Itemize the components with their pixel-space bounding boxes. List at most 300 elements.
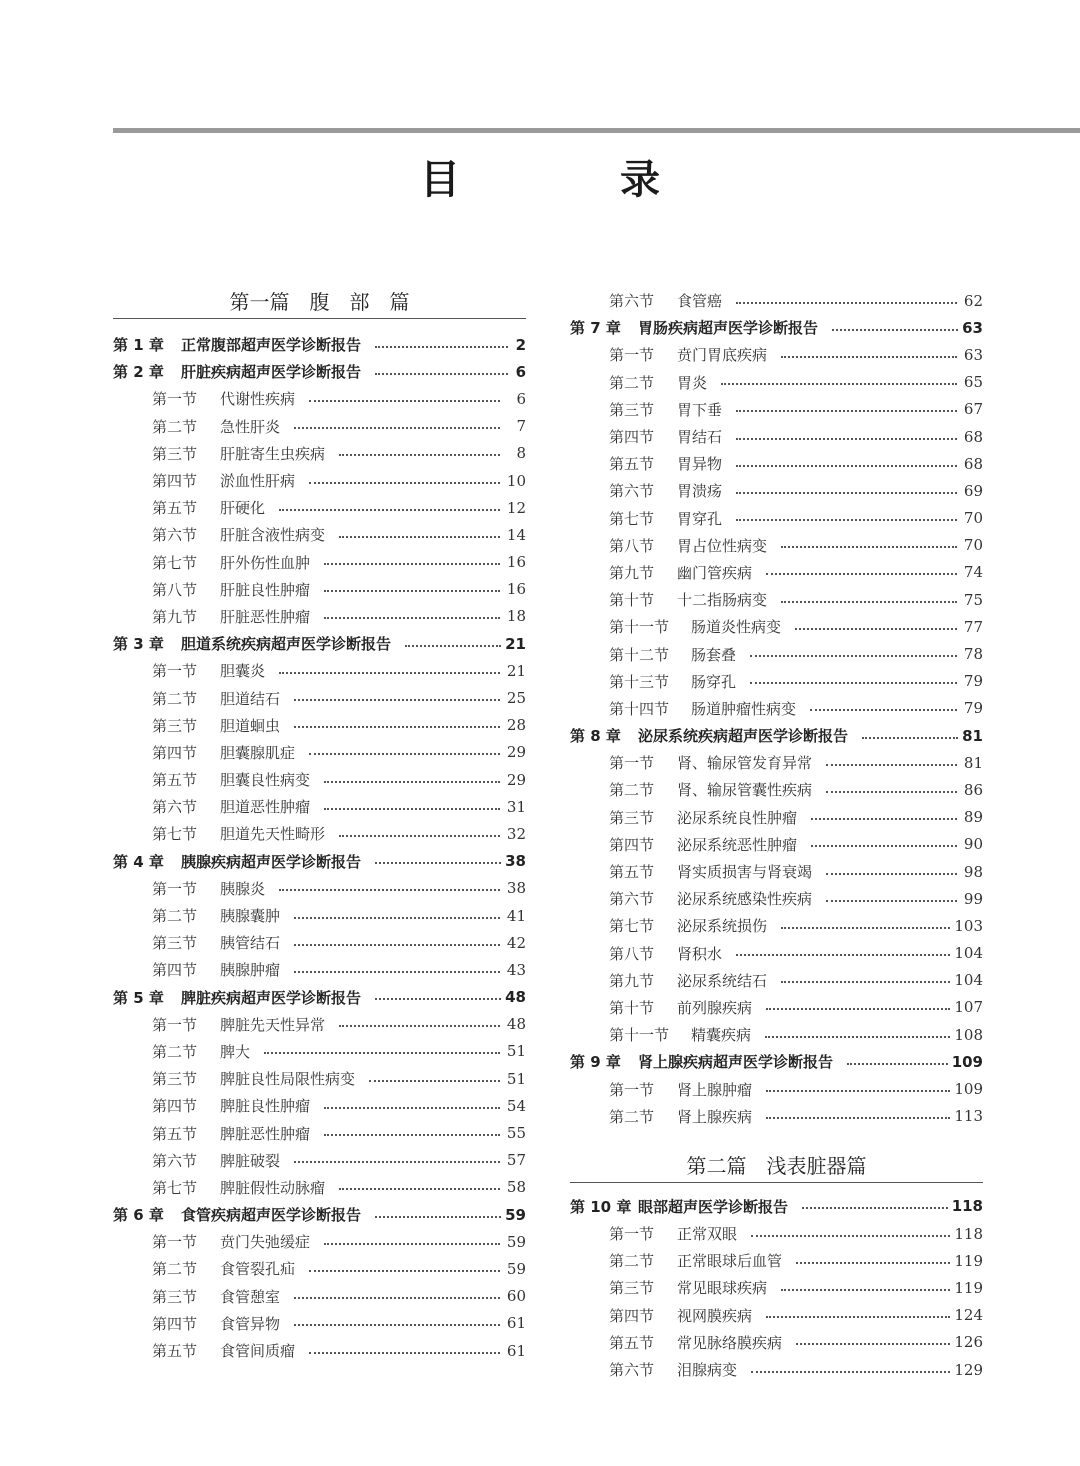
entry-number: 第四节 [152, 472, 198, 491]
entry-number: 第三节 [152, 934, 198, 953]
page-title: 目 录 [420, 157, 720, 203]
toc-section-entry[interactable] [113, 1147, 526, 1174]
entry-title: 肝脏良性肿瘤 [220, 580, 311, 599]
toc-chapter-entry[interactable] [113, 358, 526, 385]
toc-chapter-entry[interactable] [113, 331, 526, 358]
dot-leader [294, 944, 500, 946]
entry-number: 第二节 [152, 1260, 198, 1279]
entry-title: 肠道肿瘤性病变 [691, 699, 797, 718]
dot-leader [766, 1090, 950, 1092]
toc-section-entry[interactable] [570, 1329, 983, 1356]
entry-page: 25 [506, 689, 526, 708]
dot-leader [309, 400, 500, 402]
toc-section-entry[interactable] [113, 385, 526, 412]
entry-title: 肝脏疾病超声医学诊断报告 [181, 363, 362, 382]
entry-title: 肝硬化 [220, 499, 266, 518]
entry-number: 第 6 章 [113, 1206, 164, 1225]
entry-page: 42 [506, 933, 526, 952]
toc-section-entry[interactable] [113, 956, 526, 983]
entry-number: 第 7 章 [570, 319, 621, 338]
toc-section-entry[interactable] [570, 885, 983, 912]
entry-page: 6 [515, 362, 526, 381]
toc-section-entry[interactable] [113, 657, 526, 684]
dot-leader [781, 1289, 950, 1291]
dot-leader [375, 862, 501, 864]
entry-page: 129 [954, 1360, 983, 1379]
entry-number: 第五节 [152, 1124, 198, 1143]
toc-section-entry[interactable] [113, 1038, 526, 1065]
entry-page: 31 [506, 797, 526, 816]
toc-section-entry[interactable] [113, 684, 526, 711]
entry-number: 第十节 [609, 998, 655, 1017]
entry-title: 肝脏含液性病变 [220, 526, 326, 545]
entry-number: 第七节 [609, 917, 655, 936]
dot-leader [339, 454, 500, 456]
toc-section-entry[interactable] [113, 521, 526, 548]
dot-leader [736, 954, 950, 956]
entry-title: 食管癌 [677, 292, 723, 311]
dot-leader [826, 873, 957, 875]
entry-title: 精囊疾病 [691, 1026, 752, 1045]
dot-leader [264, 1052, 500, 1054]
entry-number: 第 1 章 [113, 336, 164, 355]
entry-page: 77 [963, 617, 983, 636]
entry-page: 60 [506, 1287, 526, 1306]
dot-leader [339, 1188, 500, 1190]
toc-section-entry[interactable] [570, 967, 983, 994]
entry-title: 胆道蛔虫 [220, 716, 281, 735]
dot-leader [279, 509, 500, 511]
dot-leader [375, 998, 501, 1000]
dot-leader [324, 563, 500, 565]
toc-section-entry[interactable] [570, 912, 983, 939]
entry-title: 急性肝炎 [220, 417, 281, 436]
entry-title: 泌尿系统良性肿瘤 [677, 808, 798, 827]
entry-title: 脾脏假性动脉瘤 [220, 1178, 326, 1197]
entry-number: 第七节 [152, 1178, 198, 1197]
entry-number: 第 3 章 [113, 635, 164, 654]
entry-number: 第十四节 [609, 699, 670, 718]
entry-page: 8 [516, 444, 526, 463]
entry-title: 正常双眼 [677, 1225, 738, 1244]
entry-title: 泌尿系统感染性疾病 [677, 890, 813, 909]
entry-page: 69 [963, 481, 983, 500]
entry-title: 肠套叠 [691, 645, 737, 664]
entry-number: 第五节 [152, 499, 198, 518]
toc-section-entry[interactable] [570, 994, 983, 1021]
toc-section-entry[interactable] [113, 1310, 526, 1337]
toc-section-entry[interactable] [113, 712, 526, 739]
entry-number: 第三节 [152, 716, 198, 735]
entry-page: 124 [954, 1306, 983, 1325]
entry-number: 第四节 [152, 743, 198, 762]
entry-number: 第十三节 [609, 672, 670, 691]
entry-title: 泌尿系统疾病超声医学诊断报告 [638, 727, 849, 746]
dot-leader [811, 845, 957, 847]
entry-title: 肾积水 [677, 944, 723, 963]
toc-section-entry[interactable] [113, 1119, 526, 1146]
dot-leader [375, 373, 508, 375]
toc-section-entry[interactable] [113, 902, 526, 929]
dot-leader [736, 492, 957, 494]
entry-page: 63 [962, 318, 983, 337]
toc-section-entry[interactable] [113, 494, 526, 521]
entry-number: 第二节 [609, 373, 655, 392]
entry-number: 第三节 [609, 1279, 655, 1298]
entry-number: 第八节 [152, 580, 198, 599]
dot-leader [826, 791, 957, 793]
entry-title: 胃溃疡 [677, 482, 723, 501]
dot-leader [781, 601, 957, 603]
toc-section-entry[interactable] [570, 695, 983, 722]
entry-number: 第 8 章 [570, 727, 621, 746]
toc-chapter-entry[interactable] [113, 848, 526, 875]
dot-leader [751, 1235, 950, 1237]
toc-chapter-entry[interactable] [570, 314, 983, 341]
entry-number: 第十节 [609, 591, 655, 610]
entry-page: 59 [506, 1259, 526, 1278]
dot-leader [862, 737, 958, 739]
toc-section-entry[interactable] [570, 831, 983, 858]
toc-section-entry[interactable] [570, 450, 983, 477]
entry-title: 脾脏良性肿瘤 [220, 1097, 311, 1116]
dot-leader [309, 482, 500, 484]
toc-section-entry[interactable] [570, 505, 983, 532]
toc-section-entry[interactable] [570, 341, 983, 368]
toc-section-entry[interactable] [570, 1021, 983, 1048]
entry-title: 食管憩室 [220, 1287, 281, 1306]
toc-section-entry[interactable] [570, 1103, 983, 1130]
dot-leader [294, 699, 500, 701]
entry-number: 第八节 [609, 536, 655, 555]
entry-page: 21 [505, 634, 526, 653]
entry-page: 104 [954, 944, 983, 963]
entry-number: 第一节 [609, 346, 655, 365]
dot-leader [750, 655, 957, 657]
entry-page: 118 [951, 1197, 983, 1216]
entry-title: 脾脏破裂 [220, 1151, 281, 1170]
entry-page: 63 [963, 345, 983, 364]
entry-number: 第一节 [609, 1225, 655, 1244]
toc-section-entry[interactable] [570, 559, 983, 586]
entry-page: 16 [506, 580, 526, 599]
toc-section-entry[interactable] [570, 1356, 983, 1383]
toc-section-entry[interactable] [570, 1274, 983, 1301]
entry-number: 第八节 [609, 944, 655, 963]
dot-leader [832, 329, 958, 331]
entry-page: 10 [506, 471, 526, 490]
entry-title: 胃异物 [677, 455, 723, 474]
entry-page: 103 [954, 916, 983, 935]
entry-number: 第一节 [152, 1015, 198, 1034]
entry-number: 第十二节 [609, 645, 670, 664]
entry-title: 肾、输尿管发育异常 [677, 754, 813, 773]
toc-section-entry[interactable] [570, 1302, 983, 1329]
entry-title: 泌尿系统恶性肿瘤 [677, 835, 798, 854]
toc-section-entry[interactable] [570, 1220, 983, 1247]
entry-number: 第一节 [152, 390, 198, 409]
dot-leader [781, 356, 957, 358]
entry-page: 51 [506, 1042, 526, 1061]
dot-leader [369, 1080, 500, 1082]
entry-page: 75 [963, 590, 983, 609]
entry-number: 第三节 [152, 1287, 198, 1306]
entry-number: 第三节 [152, 1070, 198, 1089]
toc-left-column [113, 287, 526, 1364]
entry-title: 胆囊腺肌症 [220, 743, 296, 762]
entry-number: 第二节 [152, 907, 198, 926]
dot-leader [279, 672, 500, 674]
entry-title: 胆道恶性肿瘤 [220, 798, 311, 817]
dot-leader [339, 835, 500, 837]
dot-leader [736, 465, 957, 467]
dot-leader [721, 383, 957, 385]
toc-chapter-entry[interactable] [570, 1048, 983, 1075]
entry-page: 109 [954, 1080, 983, 1099]
entry-page: 48 [505, 988, 526, 1007]
toc-chapter-entry[interactable] [570, 1193, 983, 1220]
dot-leader [736, 438, 957, 440]
entry-number: 第九节 [609, 563, 655, 582]
dot-leader [736, 410, 957, 412]
dot-leader [796, 1262, 950, 1264]
toc-section-entry[interactable] [113, 1337, 526, 1364]
entry-number: 第六节 [152, 798, 198, 817]
part-heading: 第二篇 浅表脏器篇 [570, 1151, 983, 1183]
dot-leader [766, 1008, 950, 1010]
toc-section-entry[interactable] [570, 668, 983, 695]
entry-page: 55 [506, 1124, 526, 1143]
toc-section-entry[interactable] [113, 793, 526, 820]
entry-page: 62 [963, 291, 983, 310]
toc-section-entry[interactable] [113, 1011, 526, 1038]
toc-section-entry[interactable] [113, 440, 526, 467]
entry-number: 第四节 [152, 961, 198, 980]
toc-section-entry[interactable] [570, 586, 983, 613]
dot-leader [796, 1343, 950, 1345]
entry-page: 61 [506, 1341, 526, 1360]
entry-page: 16 [506, 553, 526, 572]
entry-page: 32 [506, 824, 526, 843]
toc-section-entry[interactable] [113, 1283, 526, 1310]
dot-leader [324, 617, 500, 619]
part-heading: 第一篇 腹 部 篇 [113, 287, 526, 319]
toc-section-entry[interactable] [113, 875, 526, 902]
entry-title: 幽门管疾病 [677, 563, 753, 582]
entry-title: 泌尿系统损伤 [677, 917, 768, 936]
entry-number: 第六节 [609, 292, 655, 311]
entry-number: 第六节 [152, 526, 198, 545]
toc-section-entry[interactable] [570, 940, 983, 967]
entry-title: 胃肠疾病超声医学诊断报告 [638, 319, 819, 338]
dot-leader [736, 302, 957, 304]
dot-leader [765, 1036, 950, 1038]
entry-title: 胆道先天性畸形 [220, 825, 326, 844]
entry-title: 肾上腺疾病超声医学诊断报告 [638, 1053, 834, 1072]
entry-page: 119 [954, 1251, 983, 1270]
dot-leader [736, 519, 957, 521]
entry-page: 74 [963, 563, 983, 582]
entry-title: 前列腺疾病 [677, 998, 753, 1017]
entry-title: 正常腹部超声医学诊断报告 [181, 336, 362, 355]
entry-number: 第四节 [152, 1097, 198, 1116]
dot-leader [826, 900, 957, 902]
toc-section-entry[interactable] [113, 413, 526, 440]
entry-page: 78 [963, 645, 983, 664]
toc-section-entry[interactable] [570, 749, 983, 776]
toc-section-entry[interactable] [570, 1075, 983, 1102]
dot-leader [781, 546, 957, 548]
toc-section-entry[interactable] [570, 423, 983, 450]
toc-section-entry[interactable] [113, 576, 526, 603]
toc-section-entry[interactable] [570, 804, 983, 831]
toc-section-entry[interactable] [113, 820, 526, 847]
toc-section-entry[interactable] [113, 929, 526, 956]
entry-title: 胃结石 [677, 428, 723, 447]
entry-page: 107 [954, 998, 983, 1017]
entry-number: 第七节 [152, 553, 198, 572]
entry-title: 脾脏疾病超声医学诊断报告 [181, 988, 362, 1007]
entry-title: 食管异物 [220, 1314, 281, 1333]
dot-leader [781, 981, 950, 983]
toc-section-entry[interactable] [570, 1247, 983, 1274]
dot-leader [309, 753, 500, 755]
entry-number: 第六节 [609, 482, 655, 501]
toc-section-entry[interactable] [570, 640, 983, 667]
toc-section-entry[interactable] [570, 532, 983, 559]
entry-page: 59 [505, 1205, 526, 1224]
entry-title: 贲门失弛缓症 [220, 1233, 311, 1252]
entry-page: 98 [963, 862, 983, 881]
toc-section-entry[interactable] [113, 1092, 526, 1119]
toc-section-entry[interactable] [113, 1174, 526, 1201]
toc-section-entry[interactable] [570, 396, 983, 423]
dot-leader [309, 1270, 500, 1272]
toc-section-entry[interactable] [570, 287, 983, 314]
entry-title: 泪腺病变 [677, 1361, 738, 1380]
entry-number: 第四节 [609, 1306, 655, 1325]
entry-page: 38 [506, 879, 526, 898]
entry-title: 肾、输尿管囊性疾病 [677, 781, 813, 800]
toc-section-entry[interactable] [113, 766, 526, 793]
entry-title: 胰腺疾病超声医学诊断报告 [181, 852, 362, 871]
dot-leader [309, 1352, 500, 1354]
toc-chapter-entry[interactable] [113, 984, 526, 1011]
toc-section-entry[interactable] [570, 613, 983, 640]
entry-title: 眼部超声医学诊断报告 [638, 1197, 789, 1216]
entry-number: 第二节 [609, 781, 655, 800]
dot-leader [294, 427, 500, 429]
entry-title: 胃穿孔 [677, 509, 723, 528]
entry-title: 淤血性肝病 [220, 472, 296, 491]
entry-number: 第一节 [609, 1080, 655, 1099]
entry-page: 67 [963, 400, 983, 419]
entry-page: 113 [954, 1107, 983, 1126]
entry-page: 7 [516, 417, 526, 436]
entry-number: 第二节 [609, 1107, 655, 1126]
dot-leader [294, 917, 500, 919]
toc-chapter-entry[interactable] [113, 1201, 526, 1228]
entry-title: 常见脉络膜疾病 [677, 1333, 783, 1352]
entry-title: 脾脏先天性异常 [220, 1015, 326, 1034]
entry-page: 38 [505, 852, 526, 871]
toc-list [113, 331, 526, 1364]
entry-page: 14 [506, 525, 526, 544]
entry-page: 108 [954, 1025, 983, 1044]
entry-number: 第六节 [609, 1361, 655, 1380]
entry-page: 51 [506, 1069, 526, 1088]
entry-title: 胰腺炎 [220, 879, 266, 898]
dot-leader [766, 1316, 950, 1318]
toc-list [570, 287, 983, 1130]
toc-section-entry[interactable] [570, 369, 983, 396]
entry-page: 58 [506, 1178, 526, 1197]
entry-title: 泌尿系统结石 [677, 971, 768, 990]
entry-page: 99 [963, 889, 983, 908]
entry-number: 第四节 [609, 428, 655, 447]
entry-number: 第五节 [609, 1333, 655, 1352]
dot-leader [826, 764, 957, 766]
entry-page: 118 [954, 1224, 983, 1243]
entry-number: 第一节 [152, 1233, 198, 1252]
entry-page: 6 [516, 389, 526, 408]
header-rule [113, 128, 1080, 133]
toc-section-entry[interactable] [113, 1228, 526, 1255]
entry-title: 正常眼球后血管 [677, 1252, 783, 1271]
entry-title: 胰管结石 [220, 934, 281, 953]
dot-leader [811, 818, 957, 820]
entry-title: 贲门胃底疾病 [677, 346, 768, 365]
toc-section-entry[interactable] [570, 477, 983, 504]
toc-right-column [570, 287, 983, 1383]
entry-number: 第三节 [609, 400, 655, 419]
entry-title: 胰腺囊肿 [220, 907, 281, 926]
entry-title: 胆囊良性病变 [220, 771, 311, 790]
dot-leader [750, 682, 957, 684]
entry-title: 常见眼球疾病 [677, 1279, 768, 1298]
entry-page: 79 [963, 672, 983, 691]
toc-section-entry[interactable] [570, 776, 983, 803]
toc-section-entry[interactable] [113, 603, 526, 630]
entry-number: 第二节 [152, 417, 198, 436]
dot-leader [375, 346, 508, 348]
toc-section-entry[interactable] [113, 467, 526, 494]
entry-number: 第 5 章 [113, 988, 164, 1007]
entry-number: 第九节 [152, 607, 198, 626]
toc-chapter-entry[interactable] [113, 630, 526, 657]
entry-page: 41 [506, 906, 526, 925]
dot-leader [324, 1107, 500, 1109]
entry-title: 胃下垂 [677, 400, 723, 419]
entry-number: 第 10 章 [570, 1197, 632, 1216]
entry-number: 第三节 [152, 444, 198, 463]
entry-page: 2 [515, 335, 526, 354]
dot-leader [294, 726, 500, 728]
toc-chapter-entry[interactable] [570, 722, 983, 749]
toc-section-entry[interactable] [113, 1065, 526, 1092]
entry-page: 65 [963, 373, 983, 392]
entry-page: 59 [506, 1232, 526, 1251]
entry-title: 肝外伤性血肿 [220, 553, 311, 572]
toc-section-entry[interactable] [570, 858, 983, 885]
toc-section-entry[interactable] [113, 739, 526, 766]
entry-page: 70 [963, 509, 983, 528]
entry-page: 104 [954, 971, 983, 990]
toc-section-entry[interactable] [113, 1255, 526, 1282]
toc-section-entry[interactable] [113, 549, 526, 576]
entry-page: 54 [506, 1096, 526, 1115]
dot-leader [294, 971, 500, 973]
